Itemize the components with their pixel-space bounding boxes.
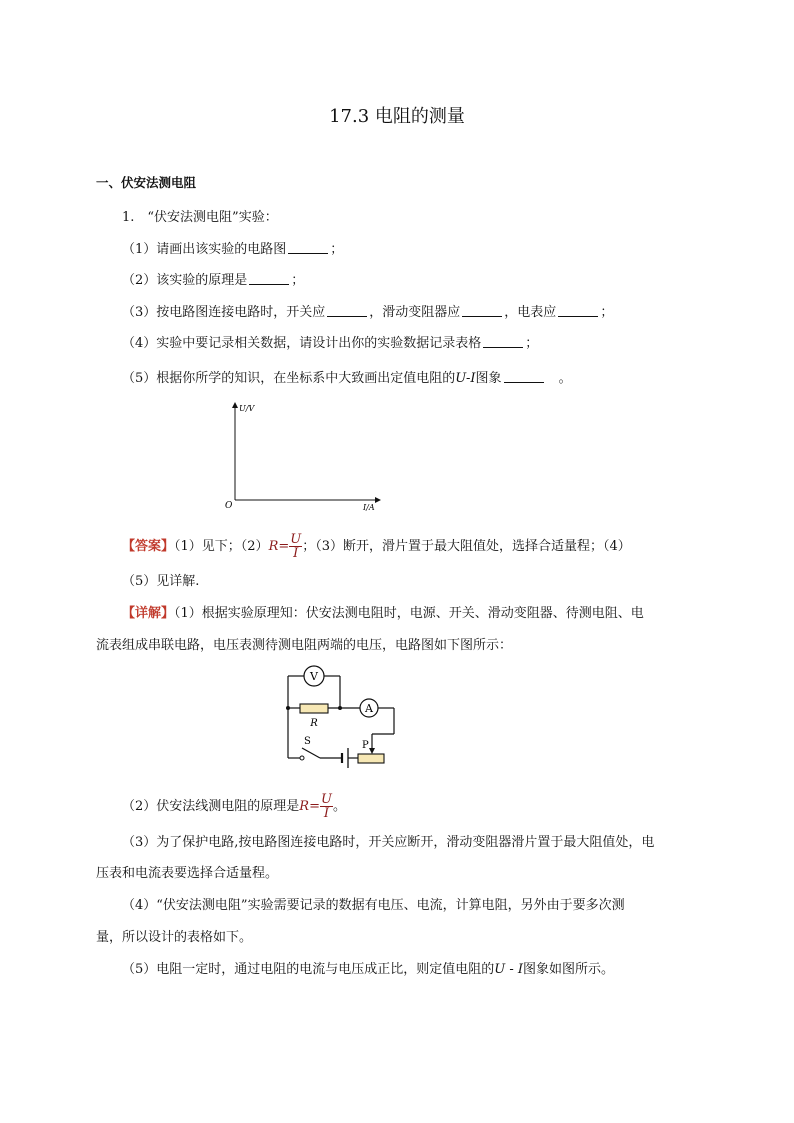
page-title: 17.3 电阻的测量: [329, 106, 465, 127]
origin-label: O: [225, 501, 233, 511]
part-3-end: ；: [600, 305, 614, 320]
part-3-text: （3）按电路图连接电路时，开关应: [122, 305, 326, 320]
answer-line: [122, 533, 631, 560]
fraction-numerator: U: [290, 532, 302, 547]
fraction-denominator: I: [293, 546, 299, 561]
answer-text-2: ；（3）断开，滑片置于最大阻值处，选择合适量程；（4）: [302, 539, 631, 554]
detail-line-2: 流表组成串联电路，电压表测待测电阻两端的电压，电路图如下图所示：: [96, 638, 513, 653]
detail-line-4: （3）为了保护电路,按电路图连接电路时，开关应断开，滑动变阻器滑片置于最大阻值处，电: [122, 835, 655, 850]
part-5-text: （5）根据你所学的知识，在坐标系中大致画出定值电阻的: [122, 371, 456, 386]
slider-arrow: [369, 748, 375, 754]
detail-text-2: （2）伏安法线测电阻的原理是: [122, 799, 300, 814]
part-4-end: ；: [525, 336, 539, 351]
question-part-4: [122, 332, 538, 351]
detail-text-2-end: 。: [332, 799, 346, 814]
answer-blank: [504, 370, 544, 383]
question-part-3: [122, 301, 613, 320]
y-axis-label: U/V: [239, 404, 255, 413]
part-2-text: （2）该实验的原理是: [122, 273, 248, 288]
detail-line-8: [122, 958, 614, 977]
part-2-end: ；: [291, 273, 305, 288]
detail-line-6: （4）“伏安法测电阻”实验需要记录的数据有电压、电流，计算电阻，另外由于要多次测: [122, 898, 625, 913]
resistor-symbol: [300, 704, 328, 713]
detail-line-5: 压表和电流表要选择合适量程。: [96, 866, 279, 881]
circuit-diagram: [280, 660, 410, 772]
fraction-denominator: I: [323, 806, 330, 821]
part-3-text-3: ，电表应: [504, 305, 557, 320]
answer-blank: [462, 304, 502, 317]
answer-line-2: （5）见详解.: [122, 574, 200, 589]
question-part-5: [122, 367, 572, 386]
part-1-end: ；: [330, 242, 344, 257]
r-equals: R=: [299, 799, 320, 814]
part-1-text: （1）请画出该实验的电路图: [122, 242, 287, 257]
rheostat-symbol: [358, 754, 384, 763]
ui-coordinate-graph: [215, 398, 385, 516]
y-axis-arrow: [232, 402, 238, 408]
detail-text-1: （1）根据实验原理知：伏安法测电阻时，电源、开关、滑动变阻器、待测电阻、电: [174, 606, 644, 621]
x-axis-arrow: [375, 497, 381, 503]
ui-variable: U - I: [494, 962, 524, 977]
detail-line-3: [122, 793, 346, 820]
answer-blank: [288, 241, 328, 254]
resistor-label: R: [310, 718, 318, 729]
ammeter-label: A: [365, 702, 373, 715]
answer-blank: [249, 272, 289, 285]
r-equals: R=: [268, 539, 290, 554]
answer-blank: [483, 335, 523, 348]
ui-variable: U-I: [455, 371, 476, 386]
switch-contact: [300, 756, 304, 760]
answer-blank: [558, 304, 598, 317]
answer-blank: [327, 304, 367, 317]
part-5-end: 。: [545, 371, 572, 386]
voltmeter-label: V: [310, 670, 318, 683]
x-axis-label: I/A: [363, 503, 375, 512]
question-part-1: [122, 238, 343, 257]
u-over-i-fraction: [320, 793, 333, 820]
detail-text-5: （5）电阻一定时，通过电阻的电流与电压成正比，则定值电阻的: [122, 962, 495, 977]
answer-tag: 【答案】: [122, 539, 175, 554]
detail-tag: 【详解】: [122, 606, 175, 621]
section-heading: 一、伏安法测电阻: [96, 175, 197, 190]
question-part-2: [122, 269, 304, 288]
detail-line-7: 量，所以设计的表格如下。: [96, 930, 253, 945]
part-4-text: （4）实验中要记录相关数据，请设计出你的实验数据记录表格: [122, 336, 482, 351]
part-5-text-2: 图象: [475, 371, 502, 386]
u-over-i-fraction: [289, 533, 302, 560]
detail-line-1: [122, 602, 644, 621]
switch-label: S: [304, 736, 311, 747]
detail-text-5-end: 图象如图所示。: [523, 962, 615, 977]
question-stem: 1. “伏安法测电阻”实验：: [122, 210, 278, 225]
answer-text-1: （1）见下；（2）: [174, 539, 269, 554]
switch-blade: [302, 748, 320, 758]
fraction-numerator: U: [320, 792, 332, 807]
part-3-text-2: ，滑动变阻器应: [369, 305, 461, 320]
junction-dot: [338, 706, 342, 710]
slider-label: P: [362, 740, 369, 751]
